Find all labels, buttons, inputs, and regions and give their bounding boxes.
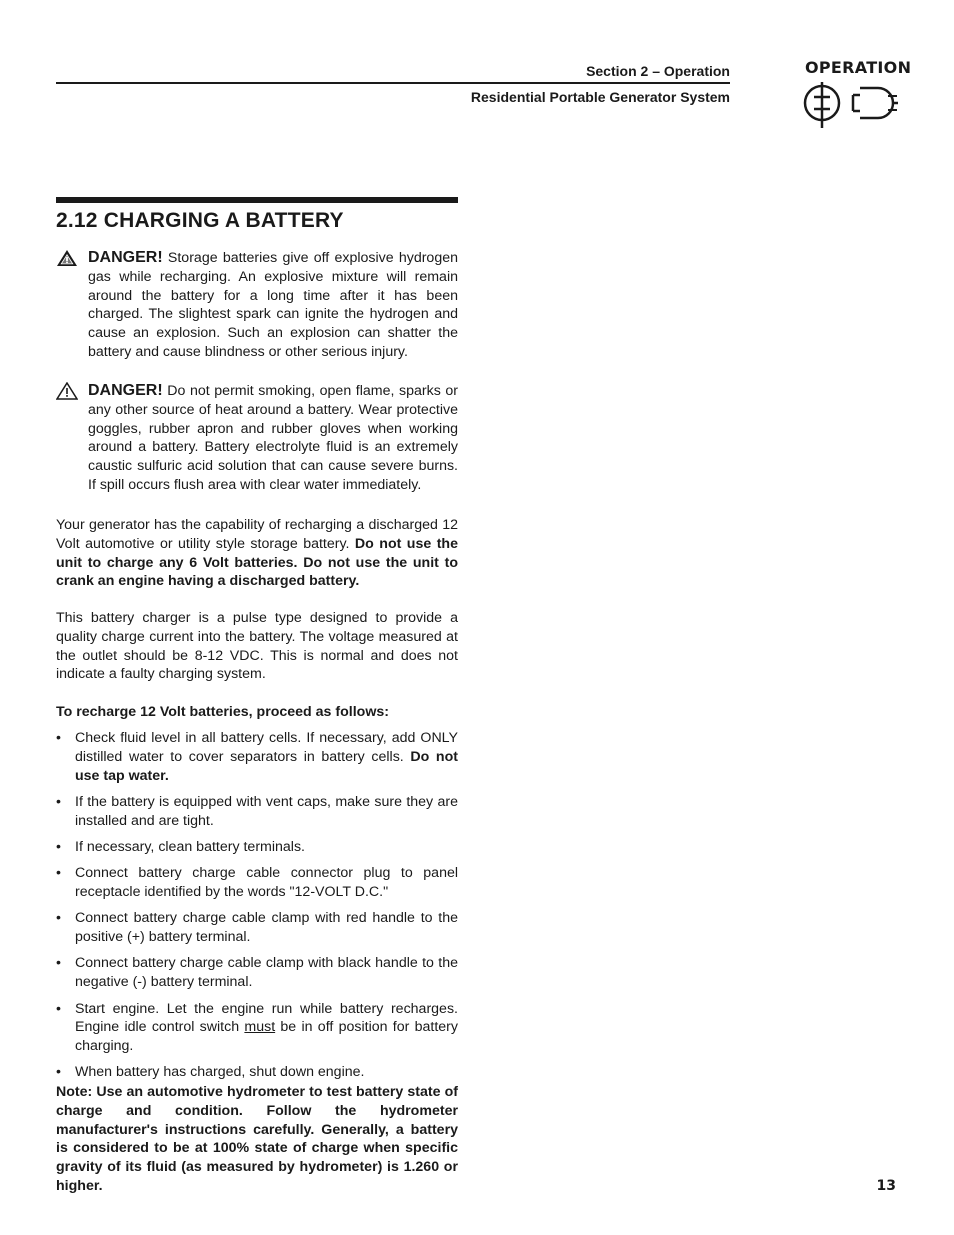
- bullet: •: [56, 910, 61, 927]
- step-underline-text: must: [244, 1019, 276, 1036]
- hydrometer-note: [56, 1083, 458, 1196]
- step-text: Connect battery charge cable connector plug to panel receptacle identified by the words "12-VOLT D.C.": [75, 865, 458, 901]
- list-item: [56, 909, 458, 947]
- danger-notice-2: [56, 382, 458, 495]
- step-text: If necessary, clean battery terminals.: [75, 838, 305, 855]
- bullet: •: [56, 793, 61, 810]
- charger-paragraph: This battery charger is a pulse type designed to provide a quality charge current into the battery. The voltage measured at the outlet should be 8-12 VDC. This is normal and does not indicate a faulty charging system.: [56, 610, 458, 683]
- step-bold-text: Do not use tap water.: [75, 748, 458, 784]
- danger-label: DANGER!: [88, 249, 163, 266]
- operation-icon: [800, 80, 900, 137]
- bullet: •: [56, 865, 61, 882]
- danger-text: Do not permit smoking, open flame, sparks or any other source of heat around a battery. Wear protective goggles, rubber apron and rubber gloves when working around a battery. Battery electrolyte fluid is an extremely caustic sulfuric acid solution that can cause severe burns. If spill occurs flush area with clear water immediately.: [88, 383, 458, 493]
- list-item: [56, 1063, 458, 1082]
- step-text: Connect battery charge cable clamp with black handle to the negative (-) battery terminal.: [75, 955, 458, 991]
- bullet: •: [56, 838, 61, 855]
- list-item: [56, 1000, 458, 1056]
- list-item: [56, 729, 458, 785]
- intro-paragraph: [56, 516, 458, 591]
- list-item: [56, 838, 458, 857]
- bullet: •: [56, 955, 61, 972]
- header-section: Section 2 – Operation: [586, 63, 730, 79]
- procedure-steps: [56, 729, 458, 1090]
- bullet: •: [56, 1064, 61, 1081]
- list-item: [56, 793, 458, 831]
- step-text: Connect battery charge cable clamp with red handle to the positive (+) battery terminal.: [75, 910, 458, 946]
- step-text: Start engine. Let the engine run while battery recharges. Engine idle control switch: [75, 1000, 458, 1036]
- list-item: [56, 954, 458, 992]
- intro-warning-text: Do not use the unit to charge any 6 Volt batteries. Do not use the unit to crank an engine having a discharged battery.: [56, 535, 458, 590]
- procedure-heading: [56, 703, 458, 722]
- step-text: Check fluid level in all battery cells. If necessary, add ONLY distilled water to cover separators in battery cells.: [75, 730, 458, 765]
- procedure-heading-text: To recharge 12 Volt batteries, proceed as follows:: [56, 704, 389, 720]
- danger-notice-1: [56, 249, 458, 362]
- danger-label: DANGER!: [88, 382, 163, 399]
- intro-text: Your generator has the capability of recharging a discharged 12 Volt automotive or utility style storage battery.: [56, 517, 458, 552]
- header-subtitle: Residential Portable Generator System: [470, 89, 730, 105]
- step-text: If the battery is equipped with vent caps, make sure they are installed and are tight.: [75, 793, 458, 829]
- bullet: •: [56, 730, 61, 746]
- header-rule: [56, 82, 730, 84]
- warning-triangle-icon: [56, 249, 78, 273]
- step-text: When battery has charged, shut down engine.: [75, 1064, 365, 1081]
- step-text: be in off position for battery charging.: [75, 1019, 458, 1055]
- operation-badge-label: OPERATION: [805, 58, 912, 77]
- bullet: •: [56, 1000, 61, 1017]
- note-text: Note: Use an automotive hydrometer to test battery state of charge and condition. Follow the hydrometer manufacturer's instructions carefully. Generally, a battery is considered to be at 100% state of charge when specific gravity of its fluid (as measured by hydrometer) is 1.260 or higher.: [56, 1084, 458, 1194]
- warning-triangle-icon: [56, 382, 78, 406]
- list-item: [56, 864, 458, 902]
- section-bar: [56, 197, 458, 203]
- danger-text: Storage batteries give off explosive hydrogen gas while recharging. An explosive mixture will remain around the battery for a long time after it has been charged. The slightest spark can ignite the hydrogen and cause an explosion. Such an explosion can shatter the battery and cause blindness or other serious injury.: [88, 250, 458, 360]
- section-title: 2.12 CHARGING A BATTERY: [56, 209, 344, 232]
- page-number: 13: [876, 1178, 896, 1194]
